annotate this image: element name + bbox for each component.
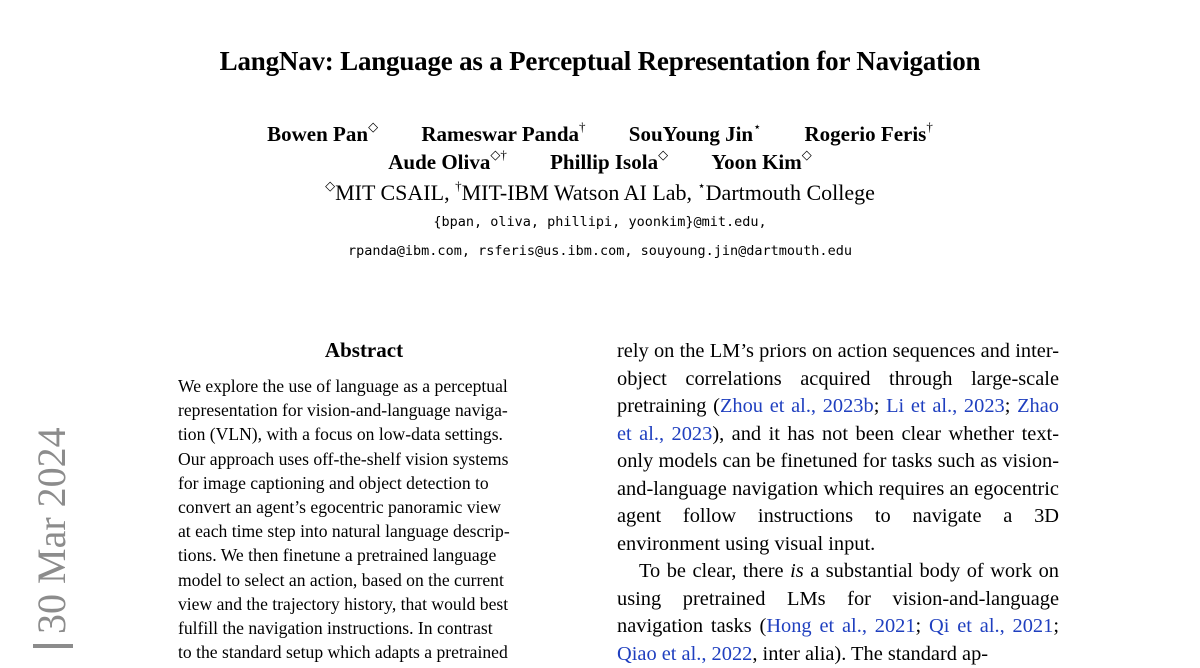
emphasis: is: [790, 560, 804, 582]
paper-title: LangNav: Language as a Perceptual Representation for Navigation: [219, 46, 981, 76]
author-mark: †: [926, 119, 933, 134]
intro-paragraph-1: rely on the LM’s priors on action sequences and inter-object correlations acquired through large-scale pretraining (Zhou et al., 2023b; Li et al., 2023; Zhao et al., 2023), and it has not been clear whether text-only models can be finetuned for tasks such as vision-and-language navigation which requires an egocentric agent follow instructions to navigate a 3D environment using visual input.: [617, 340, 1059, 555]
abstract-line: view and the trajectory history, that would best: [178, 593, 509, 614]
affiliation: Dartmouth College: [705, 180, 875, 205]
abstract-line: Our approach uses off-the-shelf vision systems: [178, 448, 509, 469]
abstract-line: to the standard setup which adapts a pretrained: [178, 642, 508, 663]
author-mark: ◇†: [490, 147, 507, 162]
abstract-line: at each time step into natural language descrip-: [178, 521, 510, 542]
author: Yoon Kim◇: [711, 147, 812, 174]
email-line: {bpan, oliva, phillipi, yoonkim}@mit.edu,: [433, 214, 767, 230]
author: Rogerio Feris†: [804, 119, 933, 146]
author: Aude Oliva◇†: [388, 147, 507, 174]
author: Phillip Isola◇: [550, 147, 669, 174]
introduction-column: [617, 338, 1059, 668]
intro-paragraph-2: To be clear, there is a substantial body of work on using pretrained LMs for vision-and-language navigation tasks (Hong et al., 2021; Qi et al., 2021; Qiao et al., 2022, inter alia). The standard ap-: [617, 560, 1059, 665]
author: Rameswar Panda†: [421, 119, 586, 146]
author-mark: †: [579, 119, 586, 134]
author: Bowen Pan◇: [267, 119, 379, 146]
abstract-line: We explore the use of language as a perceptual: [178, 376, 508, 396]
author-mark: ◇: [658, 147, 669, 162]
author-list-row-2: [0, 147, 1200, 175]
affiliation: MIT-IBM Watson AI Lab,: [461, 180, 698, 205]
abstract-line: for image captioning and object detection to: [178, 472, 489, 493]
abstract-body: [178, 374, 550, 664]
citation-link[interactable]: Zhou et al., 2023b: [719, 395, 874, 417]
author-mark: ◇: [801, 147, 812, 162]
abstract-line: fulfill the navigation instructions. In contrast: [178, 618, 493, 639]
abstract-line: tions. We then finetune a pretrained language: [178, 545, 497, 566]
abstract-line: representation for vision-and-language naviga-: [178, 400, 508, 421]
affiliation-mark: ⋆: [697, 178, 706, 193]
citation-link[interactable]: Li et al., 2023: [886, 395, 1005, 417]
citation-link[interactable]: Qiao et al., 2022: [617, 642, 753, 665]
affiliation-mark: †: [455, 178, 462, 193]
author-list-row-1: [0, 119, 1200, 147]
abstract-line: tion (VLN), with a focus on low-data settings.: [178, 424, 503, 445]
author: SouYoung Jin⋆: [628, 119, 762, 146]
citation-link[interactable]: Zhao et al., 2023: [617, 395, 1059, 445]
citation-link[interactable]: Qi et al., 2021: [929, 615, 1054, 637]
affiliations: [0, 180, 1200, 206]
stamp-divider: [33, 644, 73, 648]
abstract-line: convert an agent’s egocentric panoramic view: [178, 497, 501, 518]
author-mark: ⋆: [753, 119, 762, 134]
citation-link[interactable]: Hong et al., 2021: [766, 615, 916, 637]
arxiv-date-stamp: 30 Mar 2024: [28, 388, 76, 648]
abstract-heading: Abstract: [324, 338, 404, 362]
email-line: rpanda@ibm.com, rsferis@us.ibm.com, souyoung.jin@dartmouth.edu: [348, 243, 852, 259]
author-mark: ◇: [368, 119, 379, 134]
affiliation-mark: ◇: [325, 178, 336, 193]
abstract-line: model to select an action, based on the current: [178, 569, 504, 590]
affiliation: MIT CSAIL,: [335, 180, 456, 205]
